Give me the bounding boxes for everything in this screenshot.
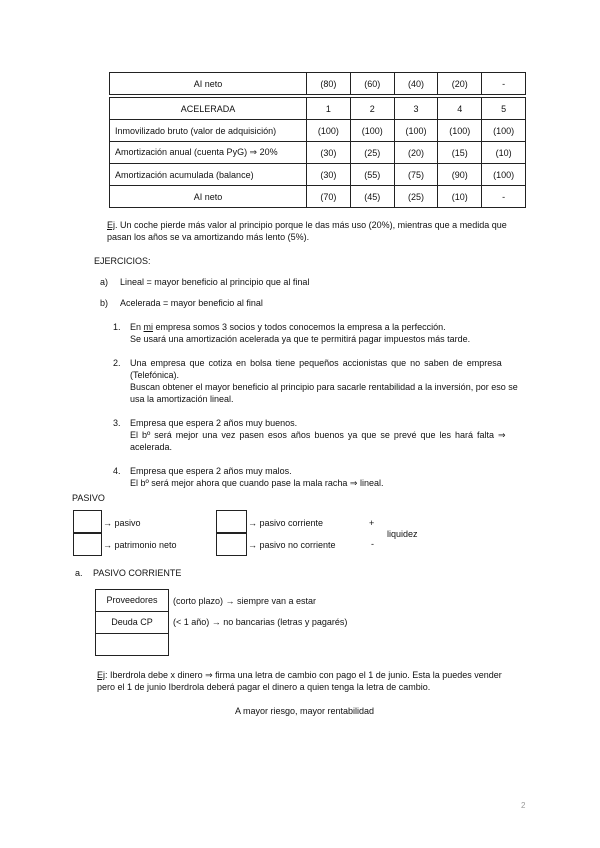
pasivo-no-corriente-box bbox=[216, 532, 247, 556]
header-cell: 4 bbox=[438, 98, 482, 120]
example2-line1: Ej: Iberdrola debe x dinero ⇒ firma una letra de cambio con pago el 1 de junio. Esta la puedes vender bbox=[97, 670, 502, 680]
cell: (100) bbox=[482, 120, 526, 142]
cell: (80) bbox=[307, 73, 351, 95]
table-ai-neto-lineal bbox=[109, 72, 526, 95]
item2-line1: Una empresa que cotiza en bolsa tiene pequeños accionistas que no saben de empresa bbox=[130, 358, 502, 368]
table-header-row bbox=[110, 98, 526, 120]
exercise-b-marker: b) bbox=[100, 298, 109, 308]
pasivo-corriente-title: PASIVO CORRIENTE bbox=[93, 568, 182, 578]
cell: (70) bbox=[307, 186, 351, 208]
example1-line2: pasan los años se va amortizando más lento (5%). bbox=[107, 232, 310, 242]
example1-line1: Ej. Un coche pierde más valor al principio porque le das más uso (20%), mientras que a medida que bbox=[107, 220, 507, 230]
example2-prefix: Ej bbox=[97, 670, 106, 680]
row-label: AI neto bbox=[110, 186, 307, 208]
cell: (55) bbox=[350, 164, 394, 186]
pasivo-box-2 bbox=[73, 532, 102, 556]
cell: (100) bbox=[438, 120, 482, 142]
item3-line3: acelerada. bbox=[130, 442, 173, 452]
liquidez-label: liquidez bbox=[387, 529, 418, 539]
table-row bbox=[110, 120, 526, 142]
row-label: Inmovilizado bruto (valor de adquisición) bbox=[110, 120, 307, 142]
table-acelerada bbox=[109, 97, 526, 208]
cell: (40) bbox=[394, 73, 438, 95]
cell: (30) bbox=[307, 164, 351, 186]
pasivo-label: → pasivo bbox=[103, 518, 141, 528]
cell: (10) bbox=[438, 186, 482, 208]
cell: (45) bbox=[350, 186, 394, 208]
cell: (90) bbox=[438, 164, 482, 186]
cell: (100) bbox=[350, 120, 394, 142]
item2-line4: usa la amortización lineal. bbox=[130, 394, 234, 404]
cell: (30) bbox=[307, 142, 351, 164]
item-number: 4. bbox=[113, 466, 121, 476]
item1-line1: En mi empresa somos 3 socios y todos conocemos la empresa a la perfección. bbox=[130, 322, 446, 332]
item3-line1: Empresa que espera 2 años muy buenos. bbox=[130, 418, 298, 428]
table-row bbox=[110, 142, 526, 164]
header-cell: 3 bbox=[394, 98, 438, 120]
exercise-a-text: Lineal = mayor beneficio al principio que al final bbox=[120, 277, 310, 287]
header-cell: 5 bbox=[482, 98, 526, 120]
item-number: 3. bbox=[113, 418, 121, 428]
item-number: 1. bbox=[113, 322, 121, 332]
header-cell: 2 bbox=[350, 98, 394, 120]
pasivo-title: PASIVO bbox=[72, 493, 105, 503]
exercises-title: EJERCICIOS: bbox=[94, 256, 151, 266]
pasivo-corriente-label: → pasivo corriente bbox=[248, 518, 324, 528]
cell: (20) bbox=[438, 73, 482, 95]
row-label: Amortización anual (cuenta PyG) ⇒ 20% bbox=[110, 142, 307, 164]
item2-line3: Buscan obtener el mayor beneficio al principio para sacarle rentabilidad a la inversión, por eso se bbox=[130, 382, 518, 392]
item4-line1: Empresa que espera 2 años muy malos. bbox=[130, 466, 292, 476]
cell: (100) bbox=[307, 120, 351, 142]
cell: (60) bbox=[350, 73, 394, 95]
plus-sign: + bbox=[369, 518, 375, 528]
item1-line2: Se usará una amortización acelerada ya que te permitirá pagar impuestos más tarde. bbox=[130, 334, 471, 344]
pasivo-box-1 bbox=[73, 510, 102, 534]
item2-line2: (Telefónica). bbox=[130, 370, 180, 380]
cell: (10) bbox=[482, 142, 526, 164]
table-row bbox=[110, 164, 526, 186]
header-label: ACELERADA bbox=[110, 98, 307, 120]
patrimonio-label: → patrimonio neto bbox=[103, 540, 177, 550]
proveedores-text: (corto plazo) → siempre van a estar bbox=[173, 596, 317, 606]
closing-statement: A mayor riesgo, mayor rentabilidad bbox=[235, 706, 375, 716]
proveedores-box: Proveedores bbox=[95, 589, 169, 612]
row-label: AI neto bbox=[110, 73, 307, 95]
pasivo-corriente-box bbox=[216, 510, 247, 534]
cell: (25) bbox=[394, 186, 438, 208]
empty-box bbox=[95, 633, 169, 656]
example2-line2: pero el 1 de junio Iberdrola deberá pagar el dinero a quien tenga la letra de cambio. bbox=[97, 682, 431, 692]
cell: (100) bbox=[482, 164, 526, 186]
cell: (100) bbox=[394, 120, 438, 142]
cell: - bbox=[482, 186, 526, 208]
item3-line2: El bº será mejor una vez pasen esos años buenos ya que se prevé que les hará falta ⇒ bbox=[130, 430, 506, 440]
table-row bbox=[110, 186, 526, 208]
deuda-cp-box: Deuda CP bbox=[95, 611, 169, 634]
pasivo-corriente-marker: a. bbox=[75, 568, 83, 578]
cell: - bbox=[482, 73, 526, 95]
header-cell: 1 bbox=[307, 98, 351, 120]
cell: (25) bbox=[350, 142, 394, 164]
item-number: 2. bbox=[113, 358, 121, 368]
exercise-b-text: Acelerada = mayor beneficio al final bbox=[120, 298, 263, 308]
minus-sign: - bbox=[371, 539, 374, 549]
pasivo-no-corriente-label: → pasivo no corriente bbox=[248, 540, 336, 550]
cell: (75) bbox=[394, 164, 438, 186]
row-label: Amortización acumulada (balance) bbox=[110, 164, 307, 186]
item4-line2: El bº será mejor ahora que cuando pase la mala racha ⇒ lineal. bbox=[130, 478, 384, 488]
cell: (20) bbox=[394, 142, 438, 164]
table-row bbox=[110, 73, 526, 95]
exercise-a-marker: a) bbox=[100, 277, 109, 287]
example1-prefix: Ej bbox=[107, 220, 116, 230]
page-number: 2 bbox=[521, 801, 526, 810]
cell: (15) bbox=[438, 142, 482, 164]
deuda-cp-text: (< 1 año) → no bancarias (letras y pagarés) bbox=[173, 617, 348, 627]
